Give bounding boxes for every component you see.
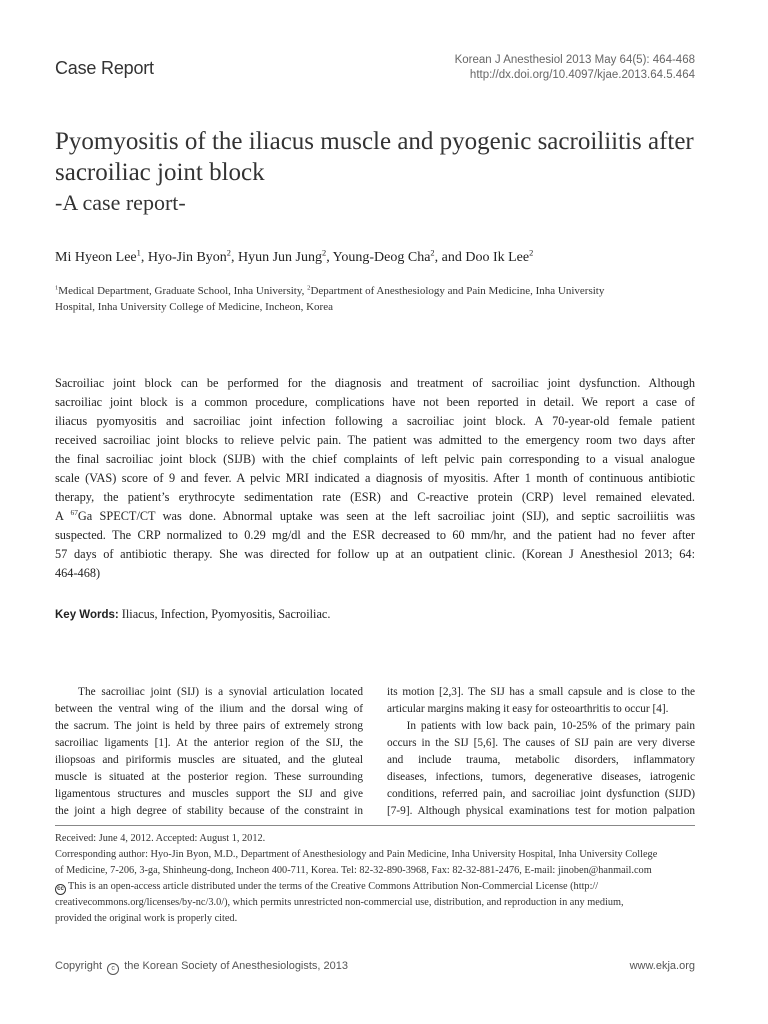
author-name: Mi Hyeon Lee [55,250,137,265]
received-dates: Received: June 4, 2012. Accepted: August 1, 2012. [55,833,266,844]
body-line: sacroiliac ligaments [1]. At the anterior region of the SIJ, the [55,737,363,749]
section-label: Case Report [55,58,154,78]
author-list [55,250,715,266]
body-line: The sacroiliac joint (SIJ) is a synovial articulation located [55,686,363,698]
key-words-text: Iliacus, Infection, Pyomyositis, Sacroiliac. [118,607,331,621]
affiliation-text: Department of Anesthesiology and Pain Medicine, Inha University [310,285,605,297]
abstract-line: Sacroiliac joint block can be performed for the diagnosis and treatment of sacroiliac joint dysfunction. Although [55,376,695,390]
license-line [55,879,695,895]
author-separator: , [326,250,333,265]
key-words-label: Key Words: [55,609,119,621]
body-line: [7-9]. Although physical examinations test for motion palpation [387,805,695,817]
affiliation-line [55,283,675,299]
license-line: creativecommons.org/licenses/by-nc/3.0/), which permits unrestricted non-commercial use, distribution, and reproduction in any medium, [55,897,624,908]
copyright-prefix: Copyright [55,960,103,972]
body-line: occurs in the SIJ [5,6]. The causes of SIJ pain are very diverse [387,737,695,749]
body-line: and include trauma, metabolic disorders, inflammatory [387,754,695,766]
author-name: Hyun Jun Jung [237,250,322,265]
article-title: Pyomyositis of the iliacus muscle and pyogenic sacroiliitis after sacroiliac joint block [55,128,694,186]
body-line: its motion [2,3]. The SIJ has a small capsule and is close to the [387,686,695,698]
key-words [55,607,695,622]
author-name: Young-Deog Cha [332,250,431,265]
citation-text: Korean J Anesthesiol 2013 May 64(5): 464-468 [454,54,695,66]
article-subtitle: -A case report- [55,190,186,215]
author-name: Doo Ik Lee [465,250,530,265]
affiliation-mark: 1 [55,284,59,292]
body-line: the sacrum. The joint is held by three pairs of extremely strong [55,720,363,732]
corresponding-author: Corresponding author: Hyo-Jin Byon, M.D., Department of Anesthesiology and Pain Medicine, Inha University Hospital, Inha University College [55,849,658,860]
body-line: In patients with low back pain, 10-25% of the primary pain [387,720,695,732]
abstract-line: therapy, the patient’s erythrocyte sedimentation rate (ESR) and C-reactive protein (CRP) level remained elevated. [55,490,695,504]
footnotes [55,831,695,927]
author-affiliation-mark: 1 [136,248,141,258]
author-affiliation-mark: 2 [322,248,327,258]
abstract-line: suspected. The CRP normalized to 0.29 mg/dl and the ESR decreased to 60 mm/hr, and the patient had no fever after [55,528,695,542]
body-line: articular margins making it easy for osteoarthritis to occur [4]. [387,703,669,715]
abstract-line: the final sacroiliac joint block (SIJB) with the chief complaints of left pelvic pain corresponding to a visual analogue [55,452,695,466]
copyright-icon: c [107,963,119,975]
corresponding-author-address: of Medicine, 7-206, 3-ga, Shinheung-dong, Incheon 400-711, Korea. Tel: 82-32-890-3968, Fax: 82-32-881-2476, E-mail: jinoben@hanmail.com [55,865,652,876]
abstract-text: A [55,509,71,523]
body-column-left [55,684,363,820]
affiliations [55,283,675,315]
author-name: Hyo-Jin Byon [147,250,227,265]
body-line: the joint a high degree of stability because of the constraint in [55,805,363,817]
body-line: ligamentous structures and muscles support the SIJ and give [55,788,363,800]
body-line: between the ventral wing of the ilium and the dorsal wing of [55,703,363,715]
author-separator: , [140,250,148,265]
body-line: conditions, referred pain, and sacroiliac joint dysfunction (SIJD) [387,788,695,800]
author-affiliation-mark: 2 [226,248,231,258]
copyright-notice [55,960,348,975]
author-affiliation-mark: 2 [430,248,435,258]
abstract-line: scale (VAS) score of 9 and fever. A pelvic MRI indicated a diagnosis of myositis. After 1 month of continuous antibiotic [55,471,695,485]
copyright-text: the Korean Society of Anesthesiologists, 2013 [124,960,349,972]
abstract-text: Ga SPECT/CT was done. Abnormal uptake was seen at the left sacroiliac joint (SIJ), and septic sacroiliitis was [77,509,695,523]
creative-commons-icon: cc [55,884,66,895]
body-line: muscle is situated at the posterior region. These surrounding [55,771,363,783]
affiliation-text: Medical Department, Graduate School, Inha University, [58,285,308,297]
body-column-right [387,684,695,820]
affiliation-mark: 2 [307,284,311,292]
body-line: iliopsoas and piriformis muscles are situated, and the gluteal [55,754,363,766]
abstract-line: sacroiliac joint block is a common procedure, complications have not been reported in detail. We report a case of [55,395,695,409]
license-line: provided the original work is properly cited. [55,913,238,924]
doi-link[interactable]: http://dx.doi.org/10.4097/kjae.2013.64.5.464 [469,69,695,81]
affiliation-line: Hospital, Inha University College of Medicine, Incheon, Korea [55,301,333,313]
license-text: This is an open-access article distributed under the terms of the Creative Commons Attribution Non-Commercial License (http:// [68,881,599,892]
abstract-line: 57 days of antibiotic therapy. She was directed for follow up at an outpatient clinic. (Korean J Anesthesiol 2013; 64: [55,547,695,561]
footnote-divider [55,825,695,826]
author-separator: , [230,250,238,265]
abstract [55,374,695,583]
author-separator: , and [434,250,466,265]
abstract-line-isotope [55,507,695,526]
abstract-line: 464-468) [55,566,101,580]
body-line: diseases, infections, tumors, degenerative diseases, iatrogenic [387,771,695,783]
journal-citation [455,53,695,83]
journal-website-link[interactable]: www.ekja.org [629,960,695,972]
isotope-mass-number: 67 [70,507,78,517]
abstract-line: iliacus pyomyositis and sacroiliac joint infection following a sacroiliac joint block. A 70-year-old female patient [55,414,695,428]
author-affiliation-mark: 2 [529,248,534,258]
abstract-line: received sacroiliac joint blocks to relieve pelvic pain. The patient was admitted to the emergency room two days after [55,433,695,447]
